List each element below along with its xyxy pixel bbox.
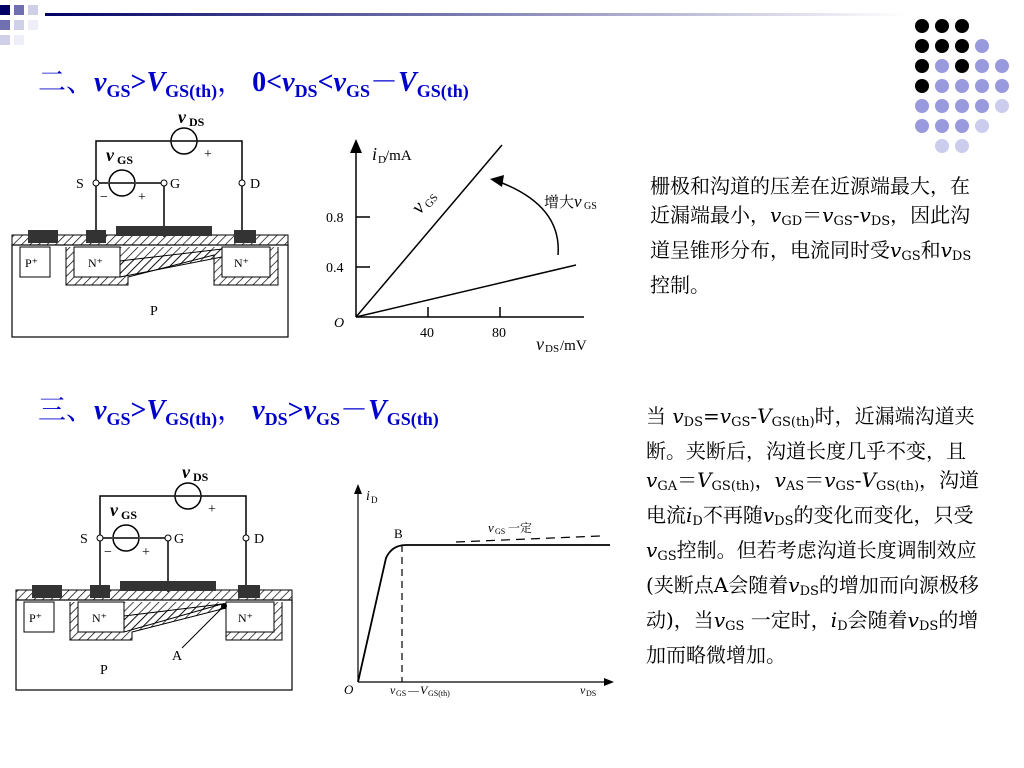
decor-dot — [995, 59, 1009, 73]
svg-text:P: P — [100, 663, 108, 678]
decor-dot — [915, 99, 929, 113]
svg-text:G: G — [174, 532, 185, 547]
svg-text:/mA: /mA — [385, 148, 412, 164]
svg-text:/mV: /mV — [560, 338, 587, 354]
svg-text:D: D — [378, 154, 386, 166]
svg-text:+: + — [138, 190, 146, 205]
svg-text:N⁺: N⁺ — [92, 611, 107, 625]
svg-text:40: 40 — [420, 326, 434, 341]
svg-text:v: v — [182, 462, 190, 482]
section2-device-diagram — [8, 105, 293, 340]
svg-text:D: D — [254, 532, 265, 547]
decor-dot — [955, 119, 969, 133]
svg-text:B: B — [394, 526, 403, 541]
svg-text:v: v — [178, 107, 186, 127]
svg-text:N⁺: N⁺ — [238, 611, 253, 625]
svg-text:D: D — [250, 177, 261, 192]
section2-chart — [322, 135, 622, 360]
svg-text:增大: 增大 — [544, 195, 575, 211]
svg-text:GS: GS — [121, 508, 138, 522]
svg-text:—: — — [408, 685, 419, 697]
decor-dot — [915, 79, 929, 93]
svg-text:A: A — [172, 649, 183, 664]
id-vds-saturation-chart — [336, 478, 616, 708]
decor-dot — [935, 59, 949, 73]
svg-text:GS: GS — [495, 527, 506, 536]
svg-text:DS: DS — [193, 470, 209, 484]
svg-text:+: + — [204, 147, 212, 162]
svg-text:O: O — [334, 316, 345, 331]
section3-description: 当 $v_{DS}=v_{GS}-V_{GS(th)}$时，近漏端沟道夹断。夹断后，沟道长度几乎不变，且$v_{GA}=V_{GS(th)}$，$v_{AS}=v_{GS}-V_{GS(th)}$，沟道电流$i_D$不再随$v_{DS}$的变化而变化，只受$v_{GS}$控制。但若考虑沟道长度调制效应(夹断点A会随着$v_{DS}$的增加而向源极移动)，当$v_{GS}$ 一定时，$i_D$会随着$v_{DS}$的增加而略微增加。 — [646, 404, 980, 667]
svg-text:P⁺: P⁺ — [25, 256, 39, 270]
dot-grid-graphic — [912, 18, 1022, 168]
svg-text:DS: DS — [586, 689, 597, 698]
svg-text:+: + — [142, 545, 150, 560]
svg-text:v: v — [536, 334, 544, 354]
svg-text:O: O — [344, 682, 354, 697]
section3-device-diagram — [12, 460, 297, 695]
svg-text:v: v — [406, 197, 430, 219]
svg-text:0.8: 0.8 — [326, 211, 344, 226]
svg-text:G: G — [170, 177, 181, 192]
svg-text:S: S — [76, 177, 84, 192]
decor-dot — [995, 99, 1009, 113]
svg-text:一定: 一定 — [508, 521, 533, 535]
decor-dot — [935, 79, 949, 93]
svg-text:V: V — [420, 683, 428, 697]
decor-dot — [915, 119, 929, 133]
decor-dot — [995, 79, 1009, 93]
svg-text:i: i — [372, 144, 378, 164]
decor-dot — [915, 39, 929, 53]
decor-dot — [955, 19, 969, 33]
svg-text:GS: GS — [584, 201, 597, 212]
svg-text:D: D — [371, 495, 378, 505]
decor-dot — [915, 19, 929, 33]
svg-text:−: − — [104, 545, 112, 560]
top-left-decoration — [0, 0, 1024, 60]
decor-dot — [975, 79, 989, 93]
svg-text:N⁺: N⁺ — [234, 256, 249, 270]
decor-dot — [935, 119, 949, 133]
decor-dot — [975, 39, 989, 53]
mosfet-diagram-1 — [8, 105, 293, 340]
decor-dot — [975, 99, 989, 113]
section2-title: 二、$v_{GS}>V_{GS(th)}$， $0<v_{DS}<v_{GS}-V_{GS(th)}$ — [38, 65, 469, 101]
svg-text:v: v — [574, 192, 582, 211]
decor-dot — [915, 59, 929, 73]
decor-dot — [955, 139, 969, 153]
section2-description: 栅极和沟道的压差在近源端最大，在近漏端最小，$v_{GD}=v_{GS}-v_{DS}$，因此沟道呈锥形分布，电流同时受$v_{GS}$和$v_{DS}$控制。 — [650, 174, 972, 297]
decor-dot — [935, 19, 949, 33]
svg-text:−: − — [100, 190, 108, 205]
svg-text:0.4: 0.4 — [326, 261, 344, 276]
decor-dot — [955, 39, 969, 53]
section3-chart — [336, 478, 616, 708]
svg-text:DS: DS — [545, 343, 560, 355]
dot-grid-decoration — [912, 18, 1022, 168]
svg-text:S: S — [80, 532, 88, 547]
corner-squares-graphic — [0, 0, 1024, 60]
svg-text:GS(th): GS(th) — [428, 689, 450, 698]
svg-text:80: 80 — [492, 326, 506, 341]
svg-text:GS: GS — [117, 153, 134, 167]
svg-text:GS: GS — [422, 191, 441, 211]
svg-text:DS: DS — [189, 115, 205, 129]
svg-text:P⁺: P⁺ — [29, 611, 43, 625]
decor-dot — [955, 79, 969, 93]
svg-text:GS: GS — [396, 689, 407, 698]
svg-text:v: v — [580, 683, 586, 697]
svg-text:P: P — [150, 304, 158, 319]
decor-dot — [935, 99, 949, 113]
svg-text:i: i — [366, 489, 370, 504]
section3-title: 三、$v_{GS}>V_{GS(th)}$， $v_{DS}>v_{GS}-V_{GS(th)}$ — [38, 393, 439, 429]
decor-dot — [935, 39, 949, 53]
decor-dot — [975, 119, 989, 133]
id-vds-linear-chart — [322, 135, 622, 360]
decor-dot — [935, 139, 949, 153]
svg-text:N⁺: N⁺ — [88, 256, 103, 270]
svg-text:v: v — [106, 145, 114, 165]
decor-dot — [955, 59, 969, 73]
mosfet-diagram-2 — [12, 460, 297, 695]
svg-text:v: v — [488, 520, 494, 535]
svg-text:v: v — [110, 500, 118, 520]
decor-dot — [955, 99, 969, 113]
svg-text:+: + — [208, 502, 216, 517]
svg-text:v: v — [390, 683, 396, 697]
decor-dot — [975, 59, 989, 73]
